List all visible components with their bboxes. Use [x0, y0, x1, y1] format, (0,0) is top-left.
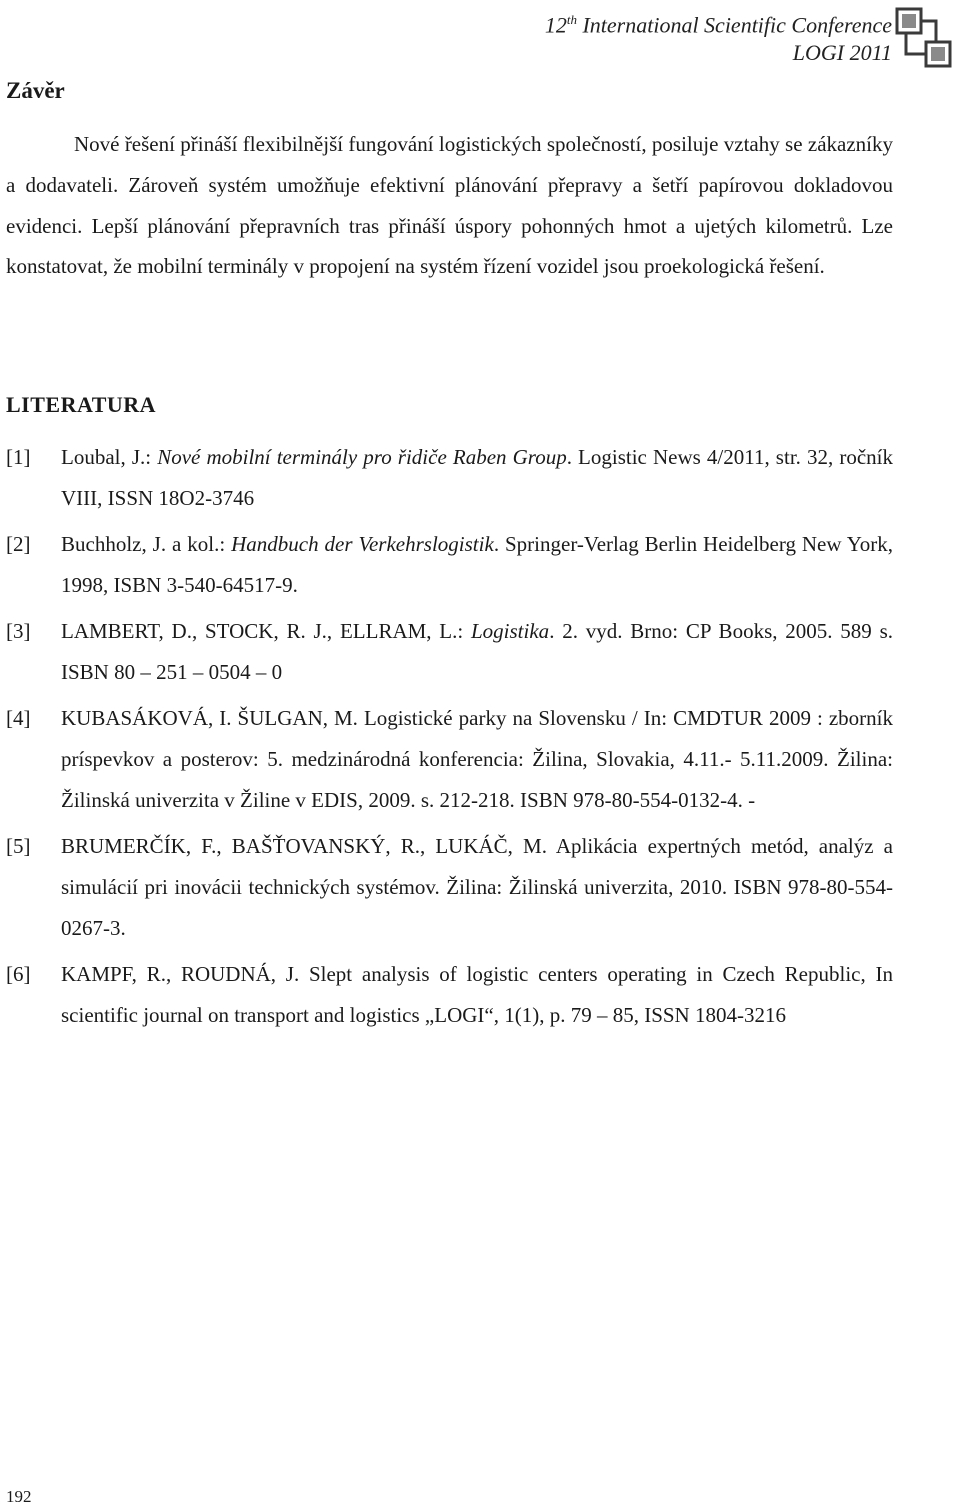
reference-text — [61, 619, 893, 684]
reference-list — [6, 437, 893, 1041]
reference-authors: LAMBERT, D., STOCK, R. J., ELLRAM, L.: — [61, 619, 471, 644]
literature-heading: LITERATURA — [6, 392, 157, 417]
reference-text: BRUMERČÍK, F., BAŠŤOVANSKÝ, R., LUKÁČ, M. Aplikácia expertných metód, analýz a simulácií pri inovácii technických systémov. Žilina: Žilinská univerzita, 2010. ISBN 978-80-554-0267-3. — [61, 834, 893, 940]
reference-item — [6, 611, 893, 693]
reference-text: KAMPF, R., ROUDNÁ, J. Slept analysis of logistic centers operating in Czech Republic, In scientific journal on transport and logistics „LOGI“, 1(1), p. 79 – 85, ISSN 1804-3216 — [61, 962, 893, 1027]
reference-number: [3] — [6, 619, 31, 644]
reference-item — [6, 524, 893, 606]
reference-number: [5] — [6, 834, 31, 859]
conference-title-line — [545, 6, 892, 39]
conference-short-name: LOGI 2011 — [792, 40, 892, 66]
reference-number: [2] — [6, 532, 31, 557]
reference-number: [1] — [6, 445, 31, 469]
conference-ordinal: 12 — [544, 12, 567, 38]
reference-title: Logistika — [471, 619, 550, 644]
reference-details: . Logistic News 4/2011, str. 32, ročník VIII, ISSN 18O2-3746 — [61, 445, 893, 510]
reference-item — [6, 698, 893, 820]
conclusion-heading: Závěr — [6, 78, 65, 103]
reference-details: . 2. vyd. Brno: CP Books, 2005. 589 s. ISBN 80 – 251 – 0504 – 0 — [61, 619, 893, 684]
reference-text: KUBASÁKOVÁ, I. ŠULGAN, M. Logistické parky na Slovensku / In: CMDTUR 2009 : zborník príspevkov a posterov: 5. medzinárodná konferencia: Žilina, Slovakia, 4.11.- 5.11.2009. Žilina: Žilinská univerzita v Žiline v EDIS, 2009. s. 212-218. ISBN 978-80-554-0132-4. - — [61, 706, 893, 812]
reference-authors: Buchholz, J. a kol.: — [61, 532, 232, 557]
reference-text — [61, 532, 893, 597]
reference-title: Nové mobilní terminály pro řidiče Raben Group — [157, 445, 567, 469]
reference-details: . Springer-Verlag Berlin Heidelberg New York, 1998, ISBN 3-540-64517-9. — [61, 532, 894, 597]
reference-title: Handbuch der Verkehrslogistik — [231, 532, 494, 557]
conclusion-paragraph: Nové řešení přináší flexibilnější fungování logistických společností, posiluje vztahy se zákazníky a dodavateli. Zároveň systém umožňuje efektivní plánování přepravy a šetří papírovou dokladovou evidenci. Lepší plánování přepravních tras přináší úspory pohonných hmot a ujetých kilometrů. Lze konstatovat, že mobilní terminály v propojení na systém řízení vozidel jsou proekologická řešení. — [6, 132, 893, 279]
reference-text — [61, 445, 893, 510]
reference-authors: Loubal, J.: — [61, 445, 158, 469]
conference-name: International Scientific Conference — [576, 12, 892, 38]
conference-ordinal-suffix: th — [566, 12, 577, 27]
reference-number: [6] — [6, 962, 31, 987]
reference-number: [4] — [6, 706, 31, 731]
page-number: 192 — [6, 1487, 32, 1506]
reference-item — [6, 954, 893, 1036]
logi-logo-icon — [894, 6, 956, 70]
reference-item — [6, 826, 893, 948]
reference-item — [6, 437, 893, 519]
conference-header — [545, 6, 892, 67]
